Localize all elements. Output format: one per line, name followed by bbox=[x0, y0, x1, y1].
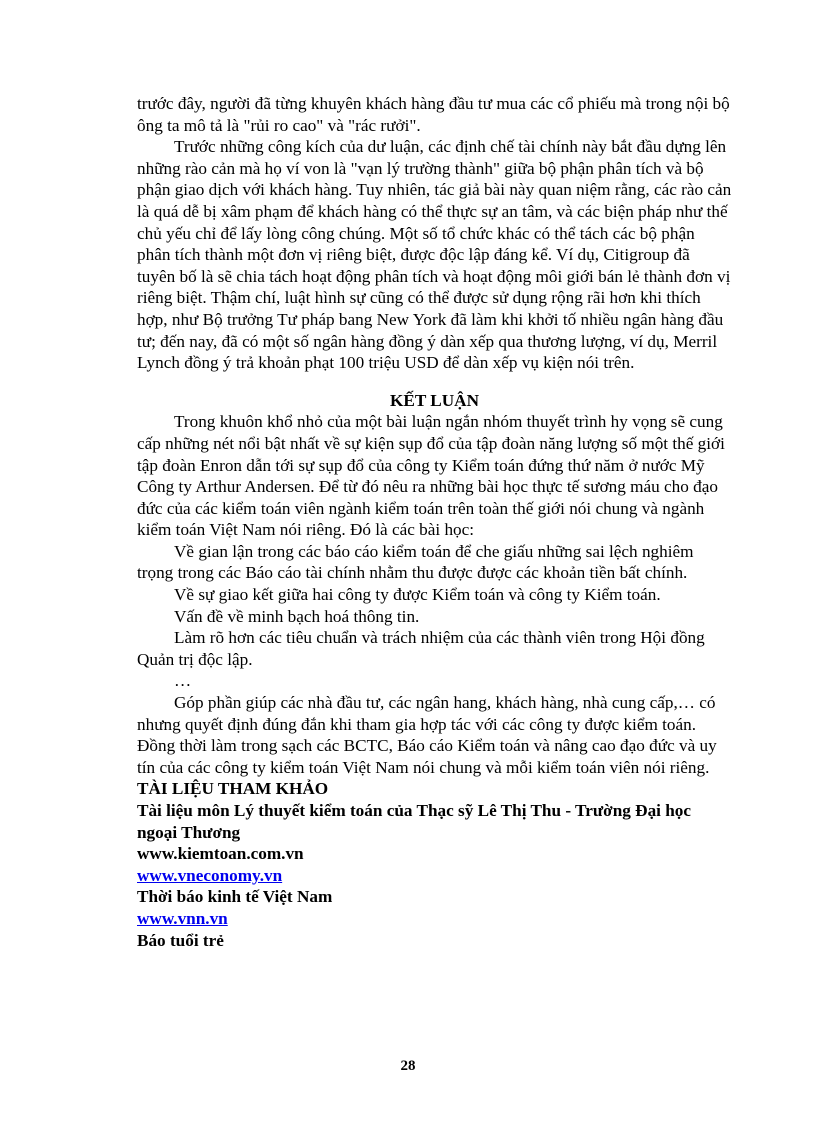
lesson-item: Làm rõ hơn các tiêu chuẩn và trách nhiệm của các thành viên trong Hội đồng Quản trị độc lập. bbox=[137, 628, 705, 669]
paragraph-safeguards: Trước những công kích của dư luận, các định chế tài chính này bắt đầu dựng lên những rào cản mà họ ví von là "vạn lý trường thành" giữa bộ phận phân tích và bộ phận giao dịch với khách hàng. Tuy nhiên, tác giả bài này quan niệm rằng, các rào cản là quá dễ bị xâm phạm để khách hàng có thể thực sự an tâm, và các biện pháp như thế chủ yếu chỉ để lấy lòng công chúng. Một số tổ chức khác có thể tách các bộ phận phân tích thành một đơn vị riêng biệt, được độc lập đáng kể. Ví dụ, Citigroup đã tuyên bố là sẽ chia tách hoạt động phân tích và hoạt động môi giới bán lẻ thành đơn vị riêng biệt. Thậm chí, luật hình sự cũng có thể được sử dụng rộng rãi hơn khi thích hợp, như Bộ trưởng Tư pháp bang New York đã làm khi khởi tố nhiều ngân hàng đầu tư; đến nay, đã có một số ngân hàng đồng ý dàn xếp qua thương lượng, ví dụ, Merril Lynch đồng ý trả khoản phạt 100 triệu USD để dàn xếp vụ kiện nói trên. bbox=[137, 137, 732, 373]
document-body bbox=[137, 93, 732, 951]
reference-link-vneconomy[interactable]: www.vneconomy.vn bbox=[137, 865, 283, 885]
reference-kiemtoan: www.kiemtoan.com.vn bbox=[137, 844, 304, 864]
conclusion-intro: Trong khuôn khổ nhỏ của một bài luận ngắn nhóm thuyết trình hy vọng sẽ cung cấp những nét nổi bật nhất về sự kiện sụp đổ của tập đoàn năng lượng số một thế giới tập đoàn Enron dẫn tới sự sụp đổ của công ty Kiểm toán đứng thứ năm ở nước Mỹ Công ty Arthur Andersen. Để từ đó nêu ra những bài học thực tế sương máu cho đạo đức của các kiểm toán viên ngành kiểm toán trên toàn thế giới nói chung và ngành kiểm toán Việt Nam nói riêng. Đó là các bài học: bbox=[137, 412, 725, 540]
closing-text: Góp phần giúp các nhà đầu tư, các ngân hang, khách hàng, nhà cung cấp,… có nhưng quyết định đúng đắn khi tham gia hợp tác với các công ty được kiểm toán. Đồng thời làm trong sạch các BCTC, Báo cáo Kiểm toán và nâng cao đạo đức và uy tín của các công ty kiểm toán Việt Nam nói chung và mỗi kiểm toán viên nói riêng. bbox=[137, 693, 717, 777]
lesson-item: Về gian lận trong các báo cáo kiểm toán để che giấu những sai lệch nghiêm trọng trong các Báo cáo tài chính nhằm thu được được các khoản tiền bất chính. bbox=[137, 541, 694, 583]
reference-textbook: Tài liệu môn Lý thuyết kiểm toán của Thạc sỹ Lê Thị Thu - Trường Đại học ngoại Thương bbox=[137, 801, 692, 842]
conclusion-heading: KẾT LUẬN bbox=[390, 390, 479, 410]
references-heading: TÀI LIỆU THAM KHẢO bbox=[137, 779, 329, 799]
reference-link-vnn[interactable]: www.vnn.vn bbox=[137, 908, 228, 928]
reference-tuoitre: Báo tuổi trẻ bbox=[137, 930, 224, 950]
lesson-ellipsis: … bbox=[174, 671, 192, 691]
paragraph-continuation: trước đây, người đã từng khuyên khách hàng đầu tư mua các cổ phiếu mà trong nội bộ ông ta mô tả là "rủi ro cao" và "rác rưởi". bbox=[137, 94, 730, 135]
lesson-item: Về sự giao kết giữa hai công ty được Kiểm toán và công ty Kiểm toán. bbox=[174, 585, 661, 605]
lesson-item: Vấn đề về minh bạch hoá thông tin. bbox=[174, 606, 420, 626]
reference-thoibao: Thời báo kinh tế Việt Nam bbox=[137, 887, 333, 907]
conclusion-closing bbox=[137, 692, 732, 800]
page-number: 28 bbox=[400, 1058, 416, 1074]
